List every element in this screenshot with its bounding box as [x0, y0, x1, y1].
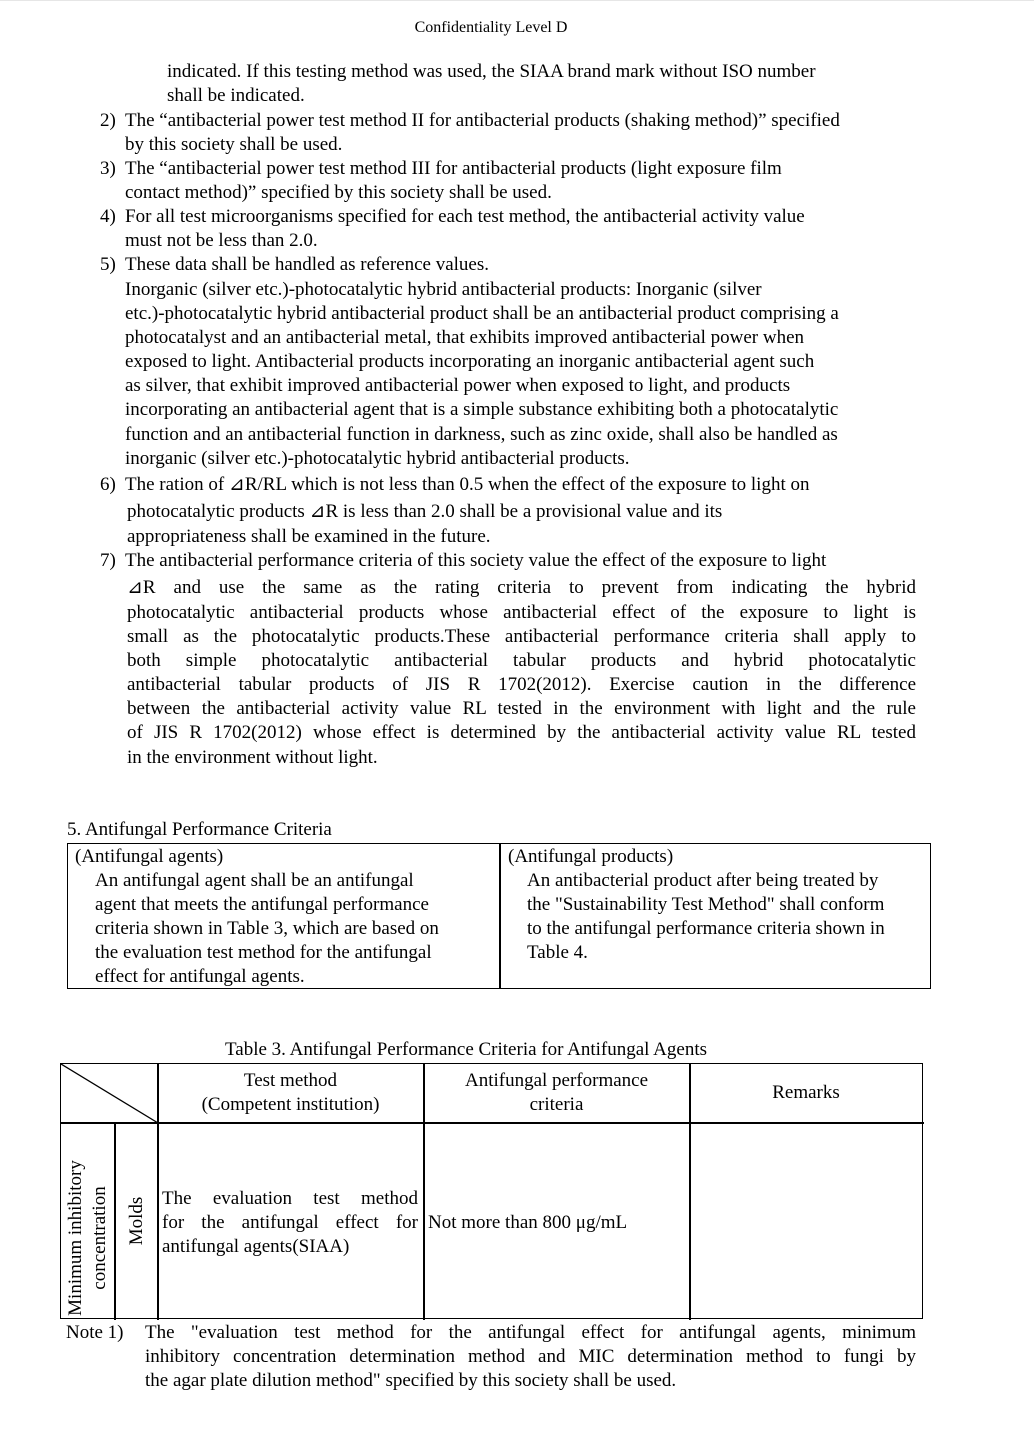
- header-text: Antifungal performance: [464, 1070, 649, 1091]
- table-3: [60, 1063, 923, 1319]
- box-divider: [499, 844, 501, 988]
- organism-label: Molds: [126, 1196, 147, 1246]
- paragraph-line: function and an antibacterial function in darkness, such as zinc oxide, shall also be handled as: [125, 424, 838, 445]
- paragraph-line: as silver, that exhibit improved antibacterial power when exposed to light, and products: [125, 375, 791, 396]
- diagonal-header-line: [61, 1064, 158, 1124]
- header-criteria: [424, 1069, 689, 1117]
- item-number: 6): [100, 474, 116, 495]
- header-text: Test method: [243, 1070, 338, 1091]
- header-remarks: Remarks: [772, 1082, 840, 1103]
- item-number: 2): [100, 110, 116, 131]
- box-line: An antifungal agent shall be an antifungal: [95, 870, 414, 891]
- paragraph-line: in the environment without light.: [127, 747, 378, 768]
- row-group-label: [64, 1138, 112, 1338]
- paragraph-line: contact method)” specified by this society shall be used.: [125, 182, 552, 203]
- test-method-cell: [162, 1187, 418, 1259]
- paragraph-line: between the antibacterial activity value RL tested in the environment with light and the rule: [127, 698, 916, 719]
- paragraph-line: both simple photocatalytic antibacterial tabular products and hybrid photocatalytic: [127, 650, 916, 671]
- paragraph-line: The antibacterial performance criteria of this society value the effect of the exposure to light: [125, 550, 827, 571]
- paragraph-line: antibacterial tabular products of JIS R 1702(2012). Exercise caution in the difference: [127, 674, 916, 695]
- table-caption: Table 3. Antifungal Performance Criteria for Antifungal Agents: [225, 1039, 707, 1060]
- page-top-border: [0, 0, 1034, 1]
- box-line: Table 4.: [527, 942, 588, 963]
- antifungal-agents-title: (Antifungal agents): [75, 846, 224, 867]
- paragraph-line: incorporating an antibacterial agent that is a simple substance exhibiting both a photocatalytic: [125, 399, 839, 420]
- header-test-method: [158, 1069, 423, 1117]
- paragraph-line: Inorganic (silver etc.)-photocatalytic hybrid antibacterial products: Inorganic (silver: [125, 279, 762, 300]
- box-line: criteria shown in Table 3, which are based on: [95, 918, 439, 939]
- box-line: the evaluation test method for the antifungal: [95, 942, 432, 963]
- box-line: effect for antifungal agents.: [95, 966, 305, 987]
- item-number: 4): [100, 206, 116, 227]
- paragraph-line: of JIS R 1702(2012) whose effect is determined by the antibacterial activity value RL tested: [127, 722, 916, 743]
- section-heading: 5. Antifungal Performance Criteria: [67, 819, 332, 840]
- note-line: The "evaluation test method for the antifungal effect for antifungal agents, minimum: [145, 1322, 916, 1343]
- cell-line: for the antifungal effect for: [162, 1212, 418, 1233]
- note-line: inhibitory concentration determination method and MIC determination method to fungi by: [145, 1346, 916, 1367]
- paragraph-line: etc.)-photocatalytic hybrid antibacterial product shall be an antibacterial product comprising a: [125, 303, 839, 324]
- paragraph-line: shall be indicated.: [167, 85, 305, 106]
- row-divider: [61, 1122, 924, 1124]
- paragraph-line: indicated. If this testing method was used, the SIAA brand mark without ISO number: [167, 61, 816, 82]
- confidentiality-header: Confidentiality Level D: [414, 19, 568, 36]
- paragraph-line: small as the photocatalytic products.These antibacterial performance criteria shall apply to: [127, 626, 916, 647]
- row-group-text: concentration: [89, 1186, 110, 1290]
- note-label: Note 1): [66, 1322, 124, 1343]
- cell-line: antifungal agents(SIAA): [162, 1236, 350, 1257]
- paragraph-line: photocatalyst and an antibacterial metal, that exhibits improved antibacterial power when: [125, 327, 805, 348]
- paragraph-line: ⊿R and use the same as the rating criteria to prevent from indicating the hybrid: [127, 577, 916, 598]
- paragraph-line: The “antibacterial power test method III for antibacterial products (light exposure film: [125, 158, 782, 179]
- paragraph-line: must not be less than 2.0.: [125, 230, 318, 251]
- column-divider: [114, 1123, 116, 1320]
- paragraph-line: For all test microorganisms specified for each test method, the antibacterial activity value: [125, 206, 805, 227]
- paragraph-line: These data shall be handled as reference values.: [125, 254, 489, 275]
- paragraph-line: by this society shall be used.: [125, 134, 343, 155]
- note-line: the agar plate dilution method" specified by this society shall be used.: [145, 1370, 677, 1391]
- paragraph-line: photocatalytic products ⊿R is less than 2.0 shall be a provisional value and its: [127, 501, 723, 522]
- item-number: 7): [100, 550, 116, 571]
- paragraph-line: The “antibacterial power test method II for antibacterial products (shaking method)” specified: [125, 110, 840, 131]
- paragraph-line: photocatalytic antibacterial products whose antibacterial effect of the exposure to light is: [127, 602, 916, 623]
- item-number: 5): [100, 254, 116, 275]
- box-line: agent that meets the antifungal performance: [95, 894, 429, 915]
- antifungal-products-title: (Antifungal products): [508, 846, 674, 867]
- box-line: An antibacterial product after being treated by: [527, 870, 879, 891]
- header-text: (Competent institution): [201, 1094, 380, 1115]
- paragraph-line: The ration of ⊿R/RL which is not less than 0.5 when the effect of the exposure to light on: [125, 474, 810, 495]
- cell-line: The evaluation test method: [162, 1188, 418, 1209]
- row-group-text: Minimum inhibitory: [65, 1160, 86, 1316]
- header-text: criteria: [529, 1094, 584, 1115]
- criteria-box: [67, 843, 931, 989]
- paragraph-line: appropriateness shall be examined in the future.: [127, 526, 491, 547]
- box-line: the "Sustainability Test Method" shall conform: [527, 894, 885, 915]
- item-number: 3): [100, 158, 116, 179]
- paragraph-line: exposed to light. Antibacterial products incorporating an inorganic antibacterial agent such: [125, 351, 815, 372]
- criteria-cell: Not more than 800 μg/mL: [428, 1212, 628, 1233]
- box-line: to the antifungal performance criteria shown in: [527, 918, 885, 939]
- paragraph-line: inorganic (silver etc.)-photocatalytic hybrid antibacterial products.: [125, 448, 630, 469]
